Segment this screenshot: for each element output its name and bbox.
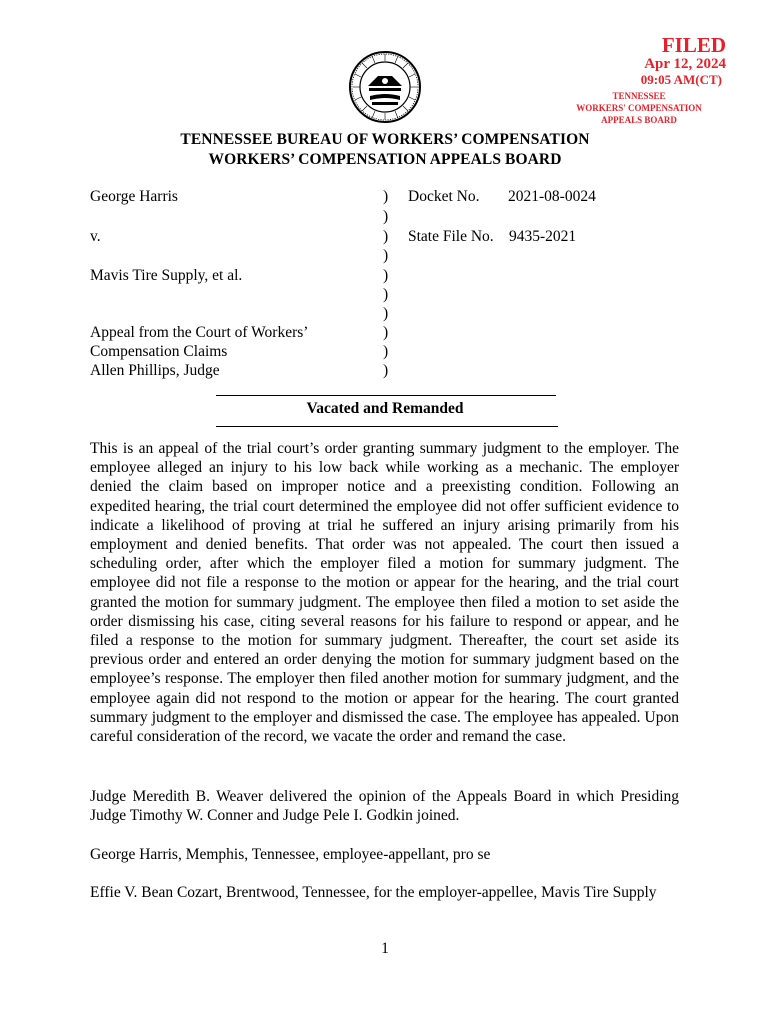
appeal-line-2: Compensation Claims [90, 343, 228, 360]
paren: ) [383, 324, 389, 341]
paren: ) [383, 343, 389, 360]
paren: ) [383, 247, 389, 264]
opinion-note: Judge Meredith B. Weaver delivered the opinion of the Appeals Board in which Presiding Judge Timothy W. Conner and Judge Pele I. Godkin joined. [90, 788, 679, 825]
filed-time: 09:05 AM(CT) [640, 72, 722, 87]
paren: ) [383, 362, 389, 379]
docket-number-row [408, 188, 479, 206]
agency-title: TENNESSEE BUREAU OF WORKERS’ COMPENSATION [180, 131, 590, 148]
appellant-counsel: George Harris, Memphis, Tennessee, employee-appellant, pro se [90, 846, 491, 863]
versus-label: v. [90, 228, 101, 245]
paren: ) [383, 286, 389, 303]
paren: ) [383, 305, 389, 322]
docket-label: Docket No. [408, 188, 480, 205]
filed-org-line1: TENNESSEE [612, 91, 666, 101]
state-file-row [408, 228, 494, 246]
paren: ) [383, 208, 389, 225]
filed-stamp [544, 34, 734, 126]
employee-name: George Harris [90, 188, 178, 205]
filed-date: Apr 12, 2024 [644, 56, 726, 72]
paren: ) [383, 267, 389, 284]
state-file-label: State File No. [408, 228, 494, 245]
top-divider [216, 395, 556, 396]
paren: ) [383, 188, 389, 205]
tennessee-state-seal-icon [348, 50, 422, 124]
summary-paragraph: This is an appeal of the trial court’s order granting summary judgment to the employer. The employee alleged an injury to his low back while working as a mechanic. The employer denied the claim based on improper notice and a preexisting condition. Following an expedited hearing, the trial court determined the employee did not offer sufficient evidence to indicate a likelihood of proving at trial he suffered an injury arising primarily from his employment and denied benefits. That order was not appealed. The court then issued a scheduling order, after which the employer filed a motion for summary judgment. The employee did not file a response to the motion or appear for the hearing, and the trial court granted the motion for summary judgment. The employee then filed a motion to set aside the order dismissing his case, citing several reasons for his failure to respond or appear, and he filed a response to the motion for summary judgment. Thereafter, the court set aside its previous order and entered an order denying the motion for summary judgment based on the employee’s response. The employer then filed another motion for summary judgment, and the employee again did not respond to the motion or appear for the hearing. The court granted summary judgment to the employer and dismissed the case. The employee has appealed. Upon careful consideration of the record, we vacate the order and remand the case. [90, 440, 679, 746]
disposition-title: Vacated and Remanded [306, 400, 464, 417]
filed-org-line3: APPEALS BOARD [601, 115, 677, 125]
docket-value: 2021-08-0024 [508, 188, 596, 205]
appellee-counsel: Effie V. Bean Cozart, Brentwood, Tennessee, for the employer-appellee, Mavis Tire Supply [90, 884, 657, 901]
filed-label: FILED [661, 33, 726, 57]
board-title: WORKERS’ COMPENSATION APPEALS BOARD [208, 151, 562, 168]
bottom-divider [216, 426, 558, 427]
state-file-value: 9435-2021 [509, 228, 577, 245]
page-number: 1 [381, 940, 389, 957]
filed-org-line2: WORKERS' COMPENSATION [576, 103, 702, 113]
appeal-line-3: Allen Phillips, Judge [90, 362, 220, 379]
paren: ) [383, 228, 389, 245]
employer-name: Mavis Tire Supply, et al. [90, 267, 243, 284]
appeal-line-1: Appeal from the Court of Workers’ [90, 324, 309, 341]
